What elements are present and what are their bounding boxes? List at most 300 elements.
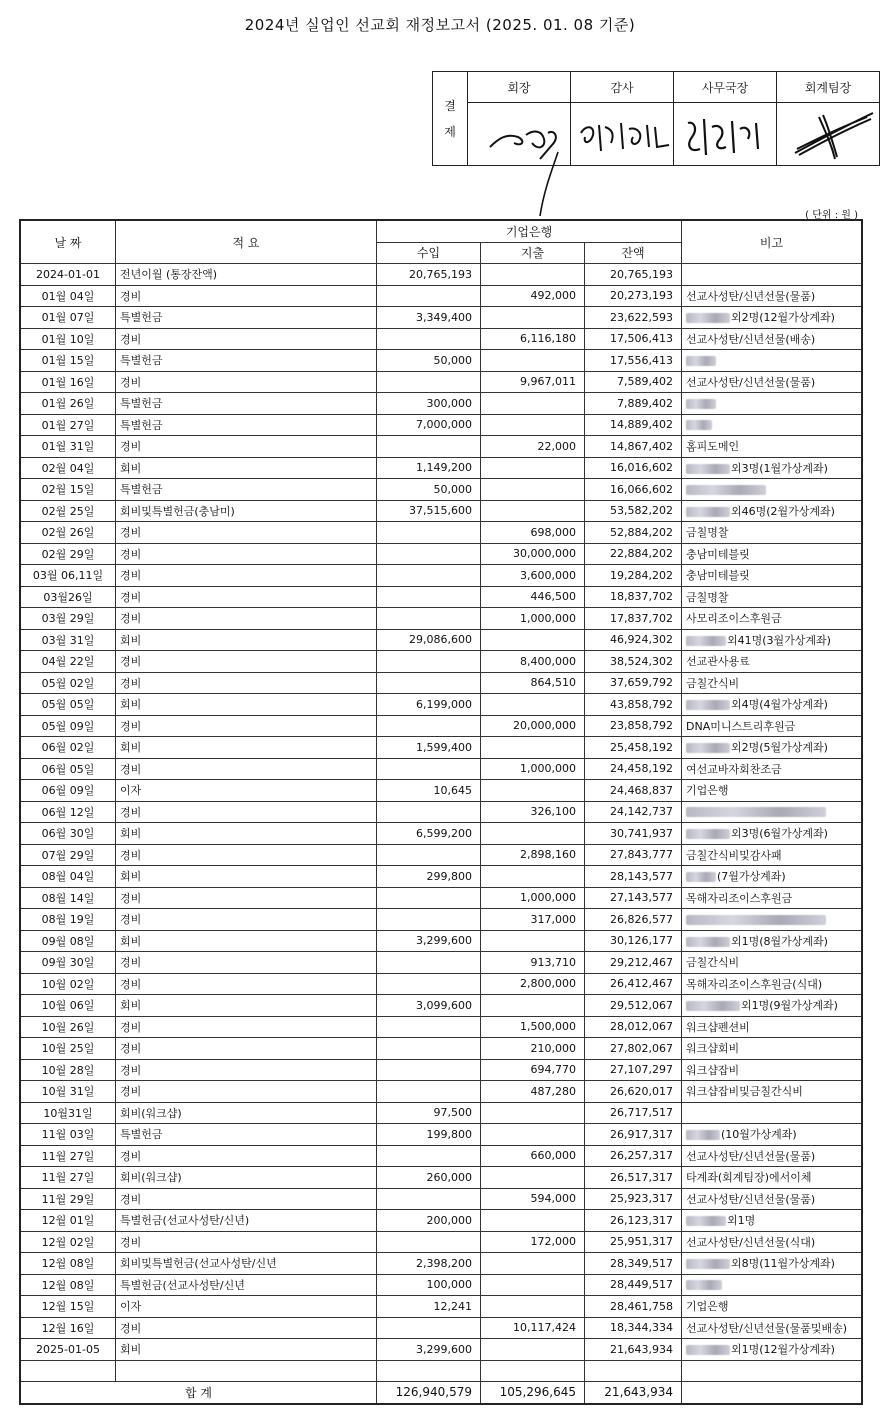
row-date: 09월 08일: [21, 930, 116, 952]
header-description: 적 요: [116, 221, 377, 264]
row-expense: [481, 1253, 585, 1275]
row-expense: [481, 995, 585, 1017]
role-secretary-general: 사무국장: [674, 72, 777, 103]
table-body: [21, 264, 862, 1382]
row-note: [682, 823, 862, 845]
table-row: [21, 414, 862, 436]
row-note-text: 금칠명찰: [686, 526, 729, 540]
table-row: [21, 1296, 862, 1318]
row-note: [682, 1339, 862, 1361]
row-description: 경비: [116, 328, 377, 350]
total-label: 합 계: [21, 1382, 377, 1404]
row-note-text: 선교사성탄/신년선물(배송): [686, 332, 816, 346]
total-income: 126,940,579: [377, 1382, 481, 1404]
row-expense: [481, 393, 585, 415]
row-date: 04월 22일: [21, 651, 116, 673]
table-row: [21, 930, 862, 952]
row-expense: 8,400,000: [481, 651, 585, 673]
row-balance: 29,512,067: [585, 995, 682, 1017]
row-date: 11월 03일: [21, 1124, 116, 1146]
table-row: [21, 909, 862, 931]
table-row: [21, 264, 862, 286]
table-row: [21, 737, 862, 759]
row-date: 02월 15일: [21, 479, 116, 501]
signature-secretary-general: [674, 103, 777, 166]
row-income: [377, 1038, 481, 1060]
row-date: 12월 15일: [21, 1296, 116, 1318]
row-date: 07월 29일: [21, 844, 116, 866]
row-date: 11월 27일: [21, 1167, 116, 1189]
row-balance: 22,884,202: [585, 543, 682, 565]
row-note-text: 사모리조이스후원금: [686, 612, 782, 626]
row-note-text: 워크샵잡비: [686, 1063, 740, 1077]
row-note-text: 충남미테블릿: [686, 547, 750, 561]
row-balance: 21,643,934: [585, 1339, 682, 1361]
row-note: [682, 1167, 862, 1189]
row-income: [377, 1059, 481, 1081]
table-row: [21, 436, 862, 458]
row-expense: [481, 307, 585, 329]
row-note: [682, 1210, 862, 1232]
row-description: 전년이월 (통장잔액): [116, 264, 377, 286]
row-income: [377, 608, 481, 630]
row-date: 12월 16일: [21, 1317, 116, 1339]
row-income: 1,599,400: [377, 737, 481, 759]
header-expense: 지출: [481, 242, 585, 264]
row-description: 경비: [116, 586, 377, 608]
row-date: 2025-01-05: [21, 1339, 116, 1361]
row-income: [377, 1188, 481, 1210]
row-note: [682, 715, 862, 737]
row-expense: [481, 1274, 585, 1296]
row-income: [377, 1016, 481, 1038]
row-income: [377, 543, 481, 565]
row-expense: 6,116,180: [481, 328, 585, 350]
row-balance: 7,889,402: [585, 393, 682, 415]
row-date: 08월 04일: [21, 866, 116, 888]
table-row: [21, 1231, 862, 1253]
row-balance: 18,344,334: [585, 1317, 682, 1339]
table-row: [21, 1210, 862, 1232]
table-row: [21, 952, 862, 974]
row-date: 03월26일: [21, 586, 116, 608]
row-note: [682, 608, 862, 630]
row-income: 3,299,600: [377, 1339, 481, 1361]
row-expense: [481, 500, 585, 522]
row-date: 01월 27일: [21, 414, 116, 436]
row-description: 경비: [116, 1231, 377, 1253]
signature-auditor: [571, 103, 674, 166]
row-description: 회비: [116, 457, 377, 479]
row-note-text: 외2명(5월가상계좌): [731, 741, 828, 755]
row-description: 경비: [116, 651, 377, 673]
row-income: 50,000: [377, 350, 481, 372]
table-row: [21, 758, 862, 780]
row-description: 경비: [116, 715, 377, 737]
row-description: 경비: [116, 285, 377, 307]
table-row: [21, 1317, 862, 1339]
row-note: [682, 414, 862, 436]
row-note-text: 금칠간식비및감사패: [686, 848, 782, 862]
row-expense: [481, 823, 585, 845]
row-note: [682, 1296, 862, 1318]
row-description: 특별헌금(선교사성탄/신년: [116, 1274, 377, 1296]
row-income: [377, 909, 481, 931]
row-description: 경비: [116, 1188, 377, 1210]
row-balance: 24,142,737: [585, 801, 682, 823]
row-income: [377, 1231, 481, 1253]
row-note-text: 외46명(2월가상계좌): [731, 504, 835, 518]
row-note: [682, 1317, 862, 1339]
row-date: 01월 15일: [21, 350, 116, 372]
row-description: 특별헌금: [116, 350, 377, 372]
row-income: [377, 1317, 481, 1339]
row-note: [682, 307, 862, 329]
row-balance: 24,458,192: [585, 758, 682, 780]
role-president: 회장: [468, 72, 571, 103]
redacted-name: [686, 1259, 730, 1269]
row-income: 7,000,000: [377, 414, 481, 436]
table-row: [21, 1081, 862, 1103]
row-balance: 26,257,317: [585, 1145, 682, 1167]
row-balance: [585, 1360, 682, 1382]
row-income: 6,599,200: [377, 823, 481, 845]
row-balance: 27,843,777: [585, 844, 682, 866]
row-description: 특별헌금(선교사성탄/신년): [116, 1210, 377, 1232]
table-row: [21, 586, 862, 608]
row-income: 3,099,600: [377, 995, 481, 1017]
row-balance: 28,349,517: [585, 1253, 682, 1275]
row-income: [377, 952, 481, 974]
row-date: 09월 30일: [21, 952, 116, 974]
row-date: 06월 09일: [21, 780, 116, 802]
row-balance: 24,468,837: [585, 780, 682, 802]
row-expense: [481, 479, 585, 501]
header-date: 날 짜: [21, 221, 116, 264]
row-date: 02월 04일: [21, 457, 116, 479]
table-row: [21, 823, 862, 845]
table-row: [21, 844, 862, 866]
row-date: 01월 04일: [21, 285, 116, 307]
table-row: [21, 608, 862, 630]
row-date: 01월 26일: [21, 393, 116, 415]
row-income: 20,765,193: [377, 264, 481, 286]
row-date: 12월 08일: [21, 1274, 116, 1296]
row-income: [377, 672, 481, 694]
row-date: 05월 05일: [21, 694, 116, 716]
row-note: [682, 1102, 862, 1124]
role-auditor: 감사: [571, 72, 674, 103]
row-date: 03월 06,11일: [21, 565, 116, 587]
row-note-text: 외4명(4월가상계좌): [731, 698, 828, 712]
row-balance: 38,524,302: [585, 651, 682, 673]
row-note-text: 금칠명찰: [686, 590, 729, 604]
table-row: [21, 285, 862, 307]
row-description: 경비: [116, 801, 377, 823]
row-description: 경비: [116, 952, 377, 974]
row-balance: 14,889,402: [585, 414, 682, 436]
row-note: [682, 393, 862, 415]
row-expense: [481, 457, 585, 479]
row-expense: 1,000,000: [481, 887, 585, 909]
redacted-name: [686, 1130, 720, 1140]
table-row: [21, 500, 862, 522]
row-note: [682, 1253, 862, 1275]
table-row: [21, 371, 862, 393]
row-description: 경비: [116, 1016, 377, 1038]
row-income: 299,800: [377, 866, 481, 888]
row-note-text: 홈피도메인: [686, 440, 740, 454]
header-note: 비고: [682, 221, 862, 264]
row-expense: 1,000,000: [481, 608, 585, 630]
row-description: 이자: [116, 1296, 377, 1318]
signature-tail: [500, 150, 580, 220]
table-row: [21, 780, 862, 802]
row-note: [682, 1231, 862, 1253]
redacted-name: [686, 1216, 726, 1226]
row-note-text: 타계좌(회계팀장)에서이체: [686, 1171, 812, 1185]
row-note: [682, 457, 862, 479]
table-row: [21, 1102, 862, 1124]
row-balance: 20,765,193: [585, 264, 682, 286]
row-description: 이자: [116, 780, 377, 802]
row-balance: 25,923,317: [585, 1188, 682, 1210]
row-description: 회비및특별헌금(충남미): [116, 500, 377, 522]
row-income: [377, 285, 481, 307]
row-expense: 487,280: [481, 1081, 585, 1103]
row-note: [682, 1145, 862, 1167]
total-expense: 105,296,645: [481, 1382, 585, 1404]
row-income: [377, 436, 481, 458]
row-balance: 29,212,467: [585, 952, 682, 974]
row-expense: 492,000: [481, 285, 585, 307]
row-date: [21, 1360, 116, 1382]
row-note: [682, 629, 862, 651]
table-row: [21, 866, 862, 888]
row-expense: [481, 414, 585, 436]
table-row: [21, 565, 862, 587]
redacted-name: [686, 700, 730, 710]
row-description: 경비: [116, 1081, 377, 1103]
row-note-text: 금칠간식비: [686, 956, 740, 970]
row-income: 1,149,200: [377, 457, 481, 479]
row-description: 회비및특별헌금(선교사성탄/신년: [116, 1253, 377, 1275]
row-expense: 20,000,000: [481, 715, 585, 737]
row-date: 10월 25일: [21, 1038, 116, 1060]
row-income: 300,000: [377, 393, 481, 415]
row-income: 29,086,600: [377, 629, 481, 651]
table-row: [21, 995, 862, 1017]
row-expense: 2,898,160: [481, 844, 585, 866]
row-note-text: 선교사성탄/신년선물(물품): [686, 289, 816, 303]
row-note-text: 선교사성탄/신년선물(식대): [686, 1235, 816, 1249]
row-note-text: 목해자리조이스후원금(식대): [686, 977, 823, 991]
row-income: 6,199,000: [377, 694, 481, 716]
report-title: 2024년 실업인 선교회 재정보고서 (2025. 01. 08 기준): [244, 16, 636, 34]
total-row: [21, 1382, 862, 1404]
row-description: 경비: [116, 522, 377, 544]
row-note: [682, 758, 862, 780]
row-date: 11월 29일: [21, 1188, 116, 1210]
row-description: 특별헌금: [116, 479, 377, 501]
row-date: 06월 12일: [21, 801, 116, 823]
row-note-text: 외1명: [727, 1214, 756, 1228]
row-balance: 23,858,792: [585, 715, 682, 737]
row-expense: 3,600,000: [481, 565, 585, 587]
row-note: [682, 1274, 862, 1296]
row-balance: 25,951,317: [585, 1231, 682, 1253]
row-expense: [481, 1210, 585, 1232]
row-note-text: 금칠간식비: [686, 676, 740, 690]
table-row: [21, 1124, 862, 1146]
row-note-text: 선교사성탄/신년선물(물품): [686, 1149, 816, 1163]
table-row: [21, 307, 862, 329]
row-description: 경비: [116, 608, 377, 630]
row-expense: 210,000: [481, 1038, 585, 1060]
row-balance: 37,659,792: [585, 672, 682, 694]
row-date: 08월 14일: [21, 887, 116, 909]
row-note-text: 워크샵회비: [686, 1042, 740, 1056]
redacted-name: [686, 507, 730, 517]
redacted-name: [686, 807, 826, 817]
row-date: 01월 31일: [21, 436, 116, 458]
row-note-text: 기업은행: [686, 1300, 729, 1314]
table-row: [21, 457, 862, 479]
row-note: [682, 1016, 862, 1038]
row-date: 03월 29일: [21, 608, 116, 630]
row-income: [377, 758, 481, 780]
row-balance: 46,924,302: [585, 629, 682, 651]
row-description: 경비: [116, 909, 377, 931]
row-note-text: 외8명(11월가상계좌): [731, 1257, 835, 1271]
row-note: [682, 479, 862, 501]
row-expense: 913,710: [481, 952, 585, 974]
row-income: [377, 328, 481, 350]
row-note-text: 선교사성탄/신년선물(물품): [686, 1192, 816, 1206]
row-description: 경비: [116, 371, 377, 393]
row-note-text: 외41명(3월가상계좌): [727, 633, 831, 647]
row-balance: 27,802,067: [585, 1038, 682, 1060]
approval-label-bottom: 제: [444, 124, 456, 139]
row-note-text: 여선교바자회찬조금: [686, 762, 782, 776]
total-balance: 21,643,934: [585, 1382, 682, 1404]
table-row: [21, 328, 862, 350]
row-income: 199,800: [377, 1124, 481, 1146]
table-row: [21, 973, 862, 995]
row-expense: 660,000: [481, 1145, 585, 1167]
role-accounting-lead: 회계팀장: [777, 72, 880, 103]
row-expense: 10,117,424: [481, 1317, 585, 1339]
row-balance: 27,143,577: [585, 887, 682, 909]
redacted-name: [686, 485, 766, 495]
row-note: [682, 500, 862, 522]
row-note: [682, 522, 862, 544]
unit-label: ( 단위 : 원 ): [805, 210, 858, 221]
row-date: 05월 02일: [21, 672, 116, 694]
header-bank: 기업은행: [377, 221, 682, 243]
row-description: 특별헌금: [116, 1124, 377, 1146]
row-note-text: 선교사성탄/신년선물(물품): [686, 375, 816, 389]
row-balance: 16,016,602: [585, 457, 682, 479]
row-note: [682, 887, 862, 909]
row-note: [682, 801, 862, 823]
row-description: 회비: [116, 629, 377, 651]
row-income: 10,645: [377, 780, 481, 802]
row-description: 경비: [116, 565, 377, 587]
row-note: [682, 651, 862, 673]
row-date: 01월 10일: [21, 328, 116, 350]
row-note-text: 외3명(1월가상계좌): [731, 461, 828, 475]
row-note: [682, 1081, 862, 1103]
row-note: [682, 780, 862, 802]
row-expense: [481, 1339, 585, 1361]
row-expense: [481, 866, 585, 888]
signature-auditor-mark: [571, 103, 673, 165]
row-expense: [481, 780, 585, 802]
row-balance: 17,837,702: [585, 608, 682, 630]
row-note: [682, 737, 862, 759]
row-income: [377, 522, 481, 544]
row-date: 11월 27일: [21, 1145, 116, 1167]
row-income: [377, 887, 481, 909]
row-income: [377, 844, 481, 866]
row-note: [682, 264, 862, 286]
row-description: 경비: [116, 887, 377, 909]
row-expense: [481, 694, 585, 716]
row-date: 05월 09일: [21, 715, 116, 737]
row-balance: 30,741,937: [585, 823, 682, 845]
row-description: 경비: [116, 1145, 377, 1167]
redacted-name: [686, 1001, 740, 1011]
row-note: [682, 1124, 862, 1146]
table-row: [21, 1339, 862, 1361]
row-income: [377, 565, 481, 587]
approval-label-top: 결: [444, 98, 456, 113]
row-note: [682, 995, 862, 1017]
table-row: [21, 543, 862, 565]
row-expense: [481, 1296, 585, 1318]
row-income: 50,000: [377, 479, 481, 501]
row-note-text: (7월가상계좌): [717, 870, 786, 884]
row-income: [377, 651, 481, 673]
row-note: [682, 350, 862, 372]
redacted-name: [686, 399, 716, 409]
row-note-text: 외2명(12월가상계좌): [731, 311, 835, 325]
row-date: 06월 05일: [21, 758, 116, 780]
row-date: 10월 26일: [21, 1016, 116, 1038]
row-note: [682, 672, 862, 694]
row-expense: 698,000: [481, 522, 585, 544]
row-note: [682, 543, 862, 565]
row-balance: 19,284,202: [585, 565, 682, 587]
row-description: 경비: [116, 436, 377, 458]
row-expense: [481, 737, 585, 759]
row-expense: 9,967,011: [481, 371, 585, 393]
row-note-text: 외1명(12월가상계좌): [731, 1343, 835, 1357]
table-row: [21, 1360, 862, 1382]
row-expense: [481, 1167, 585, 1189]
row-balance: 23,622,593: [585, 307, 682, 329]
row-expense: [481, 629, 585, 651]
row-note: [682, 1059, 862, 1081]
row-balance: 28,449,517: [585, 1274, 682, 1296]
redacted-name: [686, 915, 826, 925]
row-balance: 26,517,317: [585, 1167, 682, 1189]
row-note: [682, 285, 862, 307]
row-note: [682, 973, 862, 995]
row-income: [377, 973, 481, 995]
row-income: 97,500: [377, 1102, 481, 1124]
